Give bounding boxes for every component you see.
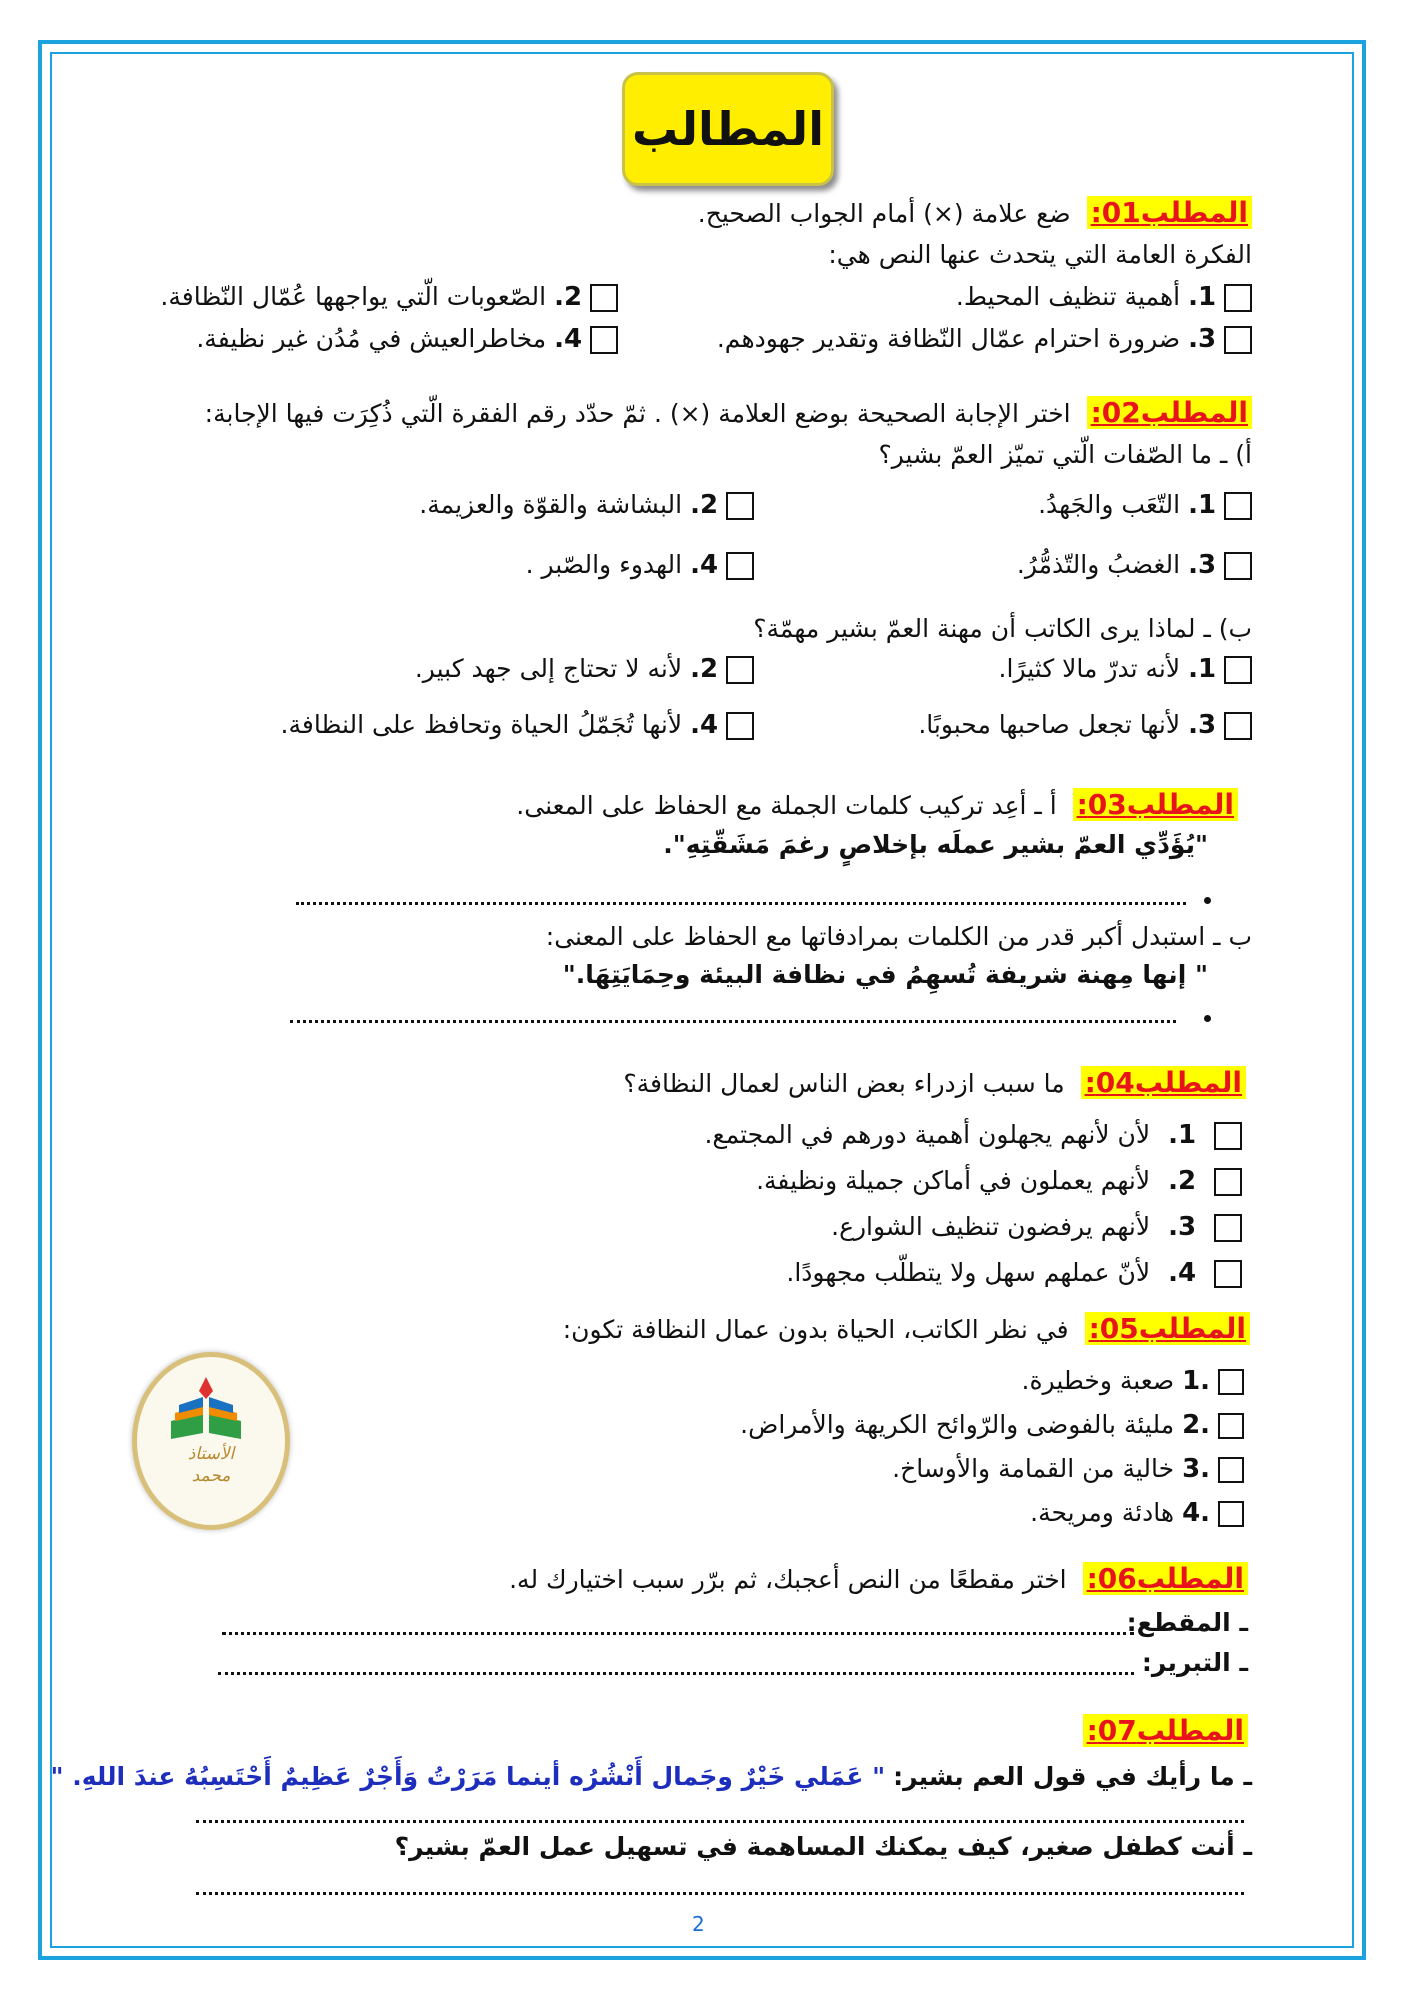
checkbox[interactable] — [1224, 712, 1252, 740]
task02-a-option: 4. الهدوء والصّبر . — [526, 548, 754, 582]
task01-header — [698, 196, 1252, 231]
teacher-logo-stamp — [132, 1352, 290, 1530]
task04-option: 4. لأنّ عملهم سهل ولا يتطلّب مجهودًا. — [786, 1256, 1242, 1290]
task01-option: 4. مخاطرالعيش في مُدُن غير نظيفة. — [196, 322, 618, 356]
task02-a-option: 2. البشاشة والقوّة والعزيمة. — [419, 488, 754, 522]
task07-tag: المطلب07: — [1083, 1714, 1248, 1747]
task03-b-text: ب ـ استبدل أكبر قدر من الكلمات بمرادفاتها مع الحفاظ على المعنى: — [545, 922, 1252, 951]
page-number: 2 — [692, 1912, 705, 1936]
checkbox[interactable] — [1224, 492, 1252, 520]
task02-b-option: 2. لأنه لا تحتاج إلى جهد كبير. — [415, 652, 754, 686]
page-title: المطالب — [622, 72, 834, 186]
answer-line[interactable] — [196, 1892, 1244, 1895]
checkbox[interactable] — [1224, 552, 1252, 580]
task04-question: ما سبب ازدراء بعض الناس لعمال النظافة؟ — [623, 1069, 1065, 1098]
task05-option: .3 خالية من القمامة والأوساخ. — [892, 1452, 1244, 1486]
task06-header — [509, 1562, 1248, 1597]
task06-label-excerpt: ـ المقطع: — [1126, 1608, 1248, 1637]
task05-option: .4 هادئة ومريحة. — [1030, 1496, 1244, 1530]
task04-header — [623, 1066, 1246, 1101]
task01-option: 1. أهمية تنظيف المحيط. — [956, 280, 1252, 314]
open-book-icon — [137, 1369, 275, 1439]
task03-header — [516, 788, 1238, 823]
task05-tag: المطلب05: — [1085, 1312, 1250, 1345]
task03-b-quote: " إنها مِهنة شريفة تُسهِمُ في نظافة البيئة وحِمَايَتِهَا." — [562, 960, 1208, 989]
task01-question: الفكرة العامة التي يتحدث عنها النص هي: — [828, 240, 1252, 269]
answer-line[interactable] — [290, 1020, 1176, 1023]
checkbox[interactable] — [1214, 1260, 1242, 1288]
checkbox[interactable] — [1214, 1122, 1242, 1150]
checkbox[interactable] — [1218, 1501, 1244, 1527]
task02-a-option: 3. الغضبُ والتّذمُّرُ. — [1017, 548, 1252, 582]
checkbox[interactable] — [590, 284, 618, 312]
task07-quote: " عَمَلي خَيْرٌ وجَمال أَنْشُرُه أينما مَرَرْتُ وَأَجْرٌ عَظِيمٌ أَحْتَسِبُهُ عندَ اللهِ. " — [50, 1762, 886, 1791]
checkbox[interactable] — [726, 552, 754, 580]
answer-line[interactable] — [218, 1672, 1134, 1675]
bullet — [1204, 1015, 1211, 1022]
task05-option: .1 صعبة وخطيرة. — [1022, 1364, 1245, 1398]
task01-option: 2. الصّعوبات الّتي يواجهها عُمّال النّظافة. — [160, 280, 618, 314]
checkbox[interactable] — [726, 492, 754, 520]
answer-line[interactable] — [296, 902, 1186, 905]
task04-option: 2. لأنهم يعملون في أماكن جميلة ونظيفة. — [756, 1164, 1242, 1198]
checkbox[interactable] — [726, 712, 754, 740]
task03-a-quote: "يُؤَدِّي العمّ بشير عملَه بإخلاصٍ رغمَ مَشَقّتِهِ". — [663, 830, 1208, 859]
task02-b-option: 4. لأنها تُجَمّلُ الحياة وتحافظ على النظافة. — [281, 708, 754, 742]
task02-instruction: اختر الإجابة الصحيحة بوضع العلامة (×) . ثمّ حدّد رقم الفقرة الّتي ذُكِرَت فيها الإجابة: — [204, 399, 1071, 428]
task06-tag: المطلب06: — [1083, 1562, 1248, 1595]
task01-tag: المطلب01: — [1087, 196, 1252, 229]
task02-question-a: أ) ـ ما الصّفات الّتي تميّز العمّ بشير؟ — [878, 440, 1252, 469]
task04-option: 3. لأنهم يرفضون تنظيف الشوارع. — [831, 1210, 1242, 1244]
task02-question-b: ب) ـ لماذا يرى الكاتب أن مهنة العمّ بشير مهمّة؟ — [753, 614, 1252, 643]
answer-line[interactable] — [196, 1820, 1244, 1823]
task01-instruction: ضع علامة (×) أمام الجواب الصحيح. — [697, 199, 1071, 228]
checkbox[interactable] — [590, 326, 618, 354]
task06-label-justification: ـ التبرير: — [1141, 1648, 1248, 1677]
bullet — [1204, 897, 1211, 904]
checkbox[interactable] — [726, 656, 754, 684]
task07-question-1: ـ ما رأيك في قول العم بشير: " عَمَلي خَيْرٌ وجَمال أَنْشُرُه أينما مَرَرْتُ وَأَجْرٌ عَظِيمٌ أَحْتَسِبُهُ عندَ اللهِ. " — [50, 1762, 1252, 1791]
task02-header — [205, 396, 1252, 431]
checkbox[interactable] — [1218, 1369, 1244, 1395]
task01-option: 3. ضرورة احترام عمّال النّظافة وتقدير جهودهم. — [717, 322, 1252, 356]
task02-b-option: 3. لأنها تجعل صاحبها محبوبًا. — [918, 708, 1252, 742]
task05-question: في نظر الكاتب، الحياة بدون عمال النظافة تكون: — [562, 1315, 1069, 1344]
checkbox[interactable] — [1218, 1413, 1244, 1439]
task03-tag: المطلب03: — [1073, 788, 1238, 821]
task06-question: اختر مقطعًا من النص أعجبك، ثم برّر سبب اختيارك له. — [509, 1565, 1067, 1594]
checkbox[interactable] — [1224, 656, 1252, 684]
task02-b-option: 1. لأنه تدرّ مالا كثيرًا. — [999, 652, 1252, 686]
task07-header — [1083, 1714, 1248, 1749]
task05-header — [563, 1312, 1250, 1347]
checkbox[interactable] — [1224, 284, 1252, 312]
task05-option: .2 مليئة بالفوضى والرّوائح الكريهة والأمراض. — [740, 1408, 1244, 1442]
checkbox[interactable] — [1224, 326, 1252, 354]
task04-tag: المطلب04: — [1081, 1066, 1246, 1099]
task02-a-option: 1. التّعَب والجَهدُ. — [1038, 488, 1252, 522]
task03-a-text: أ ـ أعِد تركيب كلمات الجملة مع الحفاظ على المعنى. — [516, 791, 1057, 820]
answer-line[interactable] — [222, 1632, 1134, 1635]
checkbox[interactable] — [1214, 1214, 1242, 1242]
checkbox[interactable] — [1218, 1457, 1244, 1483]
task04-option: 1. لأن لأنهم يجهلون أهمية دورهم في المجتمع. — [704, 1118, 1242, 1152]
task02-tag: المطلب02: — [1087, 396, 1252, 429]
stamp-text: الأستاذ محمد — [187, 1444, 235, 1486]
checkbox[interactable] — [1214, 1168, 1242, 1196]
task07-question-2: ـ أنت كطفل صغير، كيف يمكنك المساهمة في تسهيل عمل العمّ بشير؟ — [394, 1832, 1252, 1861]
